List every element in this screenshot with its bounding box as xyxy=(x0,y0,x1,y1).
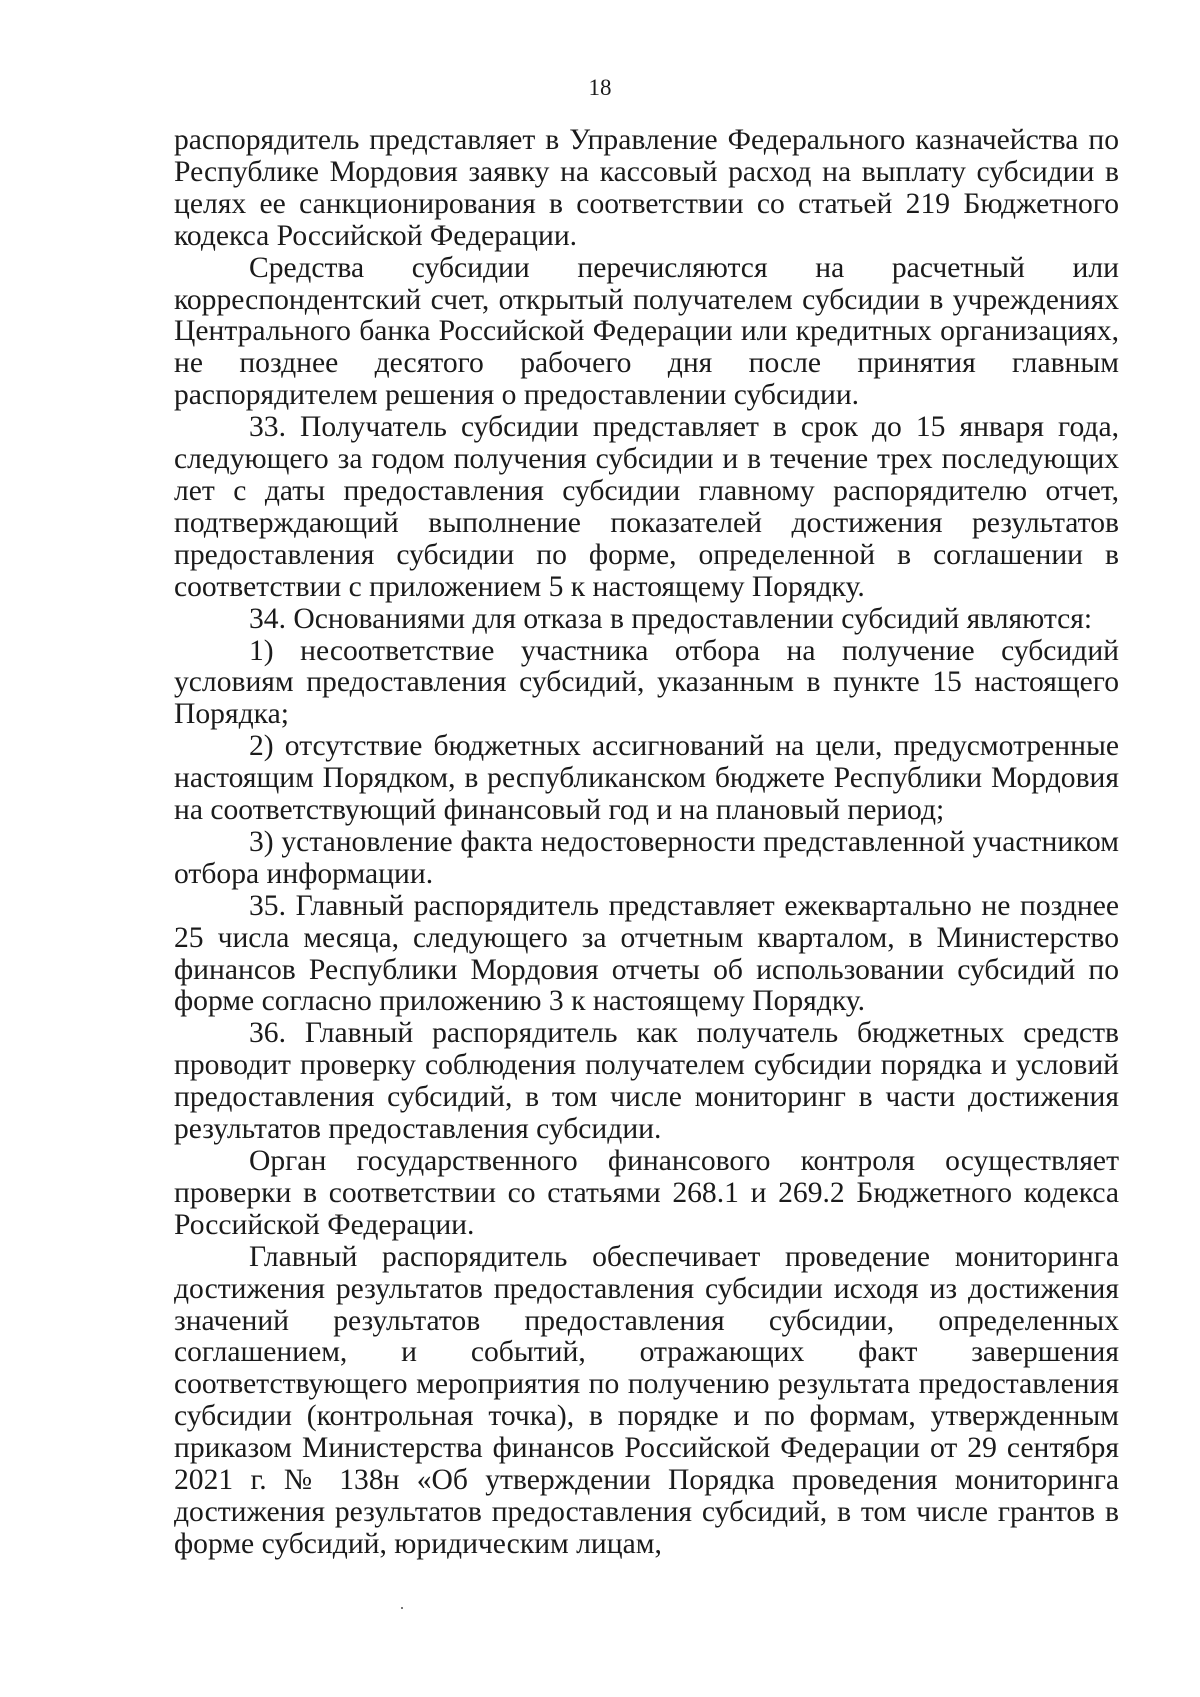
paragraph-item-34-1: 1) несоответствие участника отбора на получение субсидий условиям предоставления субсидий, указанным в пункте 15 настоящего Порядка; xyxy=(174,634,1119,731)
paragraph-continuation: распорядитель представляет в Управление Федерального казначейства по Республике Мордовия заявку на кассовый расход на выплату субсидии в целях ее санкционирования в соответствии со статьей 219 Бюджетного кодекса Российской Федерации. xyxy=(174,124,1119,252)
paragraph-item-35: 35. Главный распорядитель представляет ежеквартально не позднее 25 числа месяца, следующего за отчетным кварталом, в Министерство финансов Республики Мордовия отчеты об использовании субсидий по форме согласно приложению 3 к настоящему Порядку. xyxy=(174,889,1119,1018)
document-body xyxy=(174,125,1119,1561)
paragraph-item-34-2: 2) отсутствие бюджетных ассигнований на цели, предусмотренные настоящим Порядком, в республиканском бюджете Республики Мордовия на соответствующий финансовый год и на плановый период; xyxy=(174,730,1119,827)
paragraph-item-34: 34. Основаниями для отказа в предоставлении субсидий являются: xyxy=(249,602,1093,635)
paragraph-subsidy-transfer: Средства субсидии перечисляются на расчетный или корреспондентский счет, открытый получателем субсидии в учреждениях Центрального банка Российской Федерации или кредитных организациях, не позднее десятого рабочего дня после принятия главным распорядителем решения о предоставлении субсидии. xyxy=(174,251,1119,412)
scan-speck xyxy=(401,1607,403,1609)
paragraph-item-34-3: 3) установление факта недостоверности представленной участником отбора информации. xyxy=(174,825,1119,890)
paragraph-item-36: 36. Главный распорядитель как получатель бюджетных средств проводит проверку соблюдения получателем субсидии порядка и условий предоставления субсидий, в том числе мониторинг в части достижения результатов предоставления субсидии. xyxy=(174,1017,1119,1146)
page-number: 18 xyxy=(588,75,612,100)
paragraph-financial-control: Орган государственного финансового контроля осуществляет проверки в соответствии со статьями 268.1 и 269.2 Бюджетного кодекса Российской Федерации. xyxy=(174,1145,1119,1241)
paragraph-item-33: 33. Получатель субсидии представляет в срок до 15 января года, следующего за годом получения субсидии и в течение трех последующих лет с даты предоставления субсидии главному распорядителю отчет, подтверждающий выполнение показателей достижения результатов предоставления субсидии по форме, определенной в соглашении в соответствии с приложением 5 к настоящему Порядку. xyxy=(174,411,1119,603)
paragraph-monitoring: Главный распорядитель обеспечивает проведение мониторинга достижения результатов предоставления субсидии исходя из достижения значений результатов предоставления субсидии, определенных соглашением, и событий, отражающих факт завершения соответствующего мероприятия по получению результата предоставления субсидии (контрольная точка), в порядке и по формам, утвержденным приказом Министерства финансов Российской Федерации от 29 сентября 2021 г. № 138н «Об утверждении Порядка проведения мониторинга достижения результатов предоставления субсидий, в том числе грантов в форме субсидий, юридическим лицам, xyxy=(174,1240,1119,1560)
